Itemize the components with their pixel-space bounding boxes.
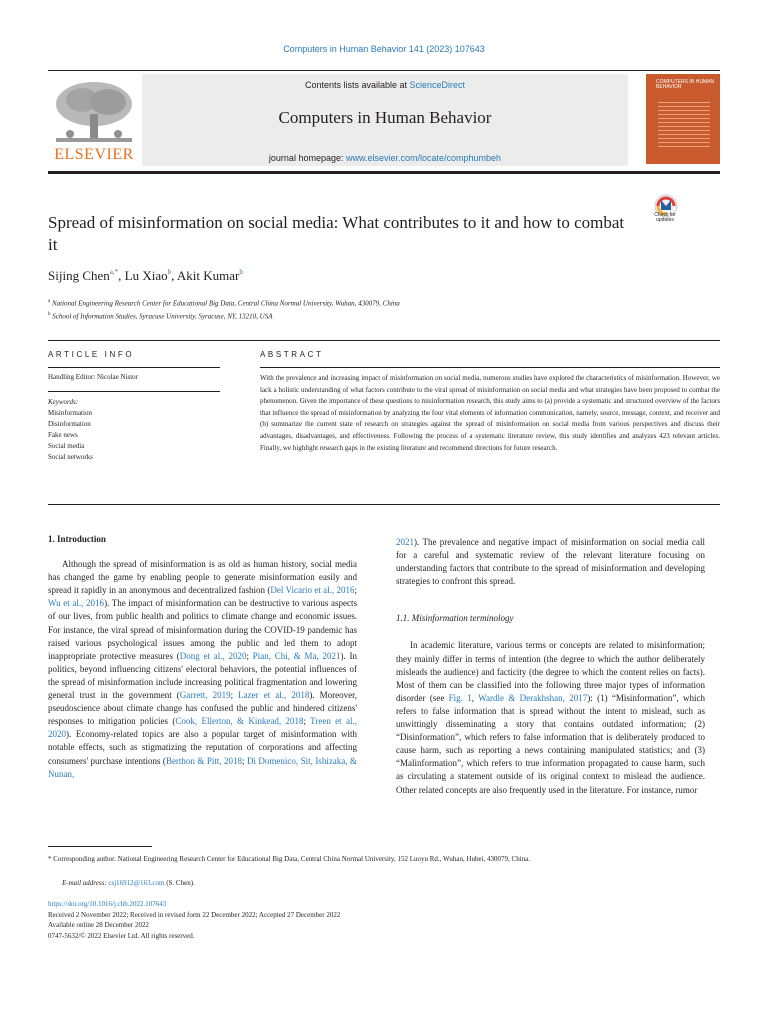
author-list: Sijing Chen$^{a,*}$, Lu Xiao$^b$, Akit Kumar$^b$ bbox=[48, 268, 243, 283]
abstract-divider bbox=[48, 504, 720, 505]
publication-info bbox=[48, 899, 340, 941]
article-info-heading: ARTICLE INFO bbox=[48, 350, 135, 359]
paragraph-text: ). Moreover, pseudoscience about climate change has confused the public and hindered citizens' responses to mitigation policies ( bbox=[48, 690, 357, 727]
author-name: Akit Kumar bbox=[176, 268, 240, 283]
paragraph-text: In academic literature, various terms or concepts are related to misinformation; they mainly differ in terms of intention (the degree to which the author deliberately misleads the audience) and facticity (the degree to which the content relies on facts). Most of them can be classified into the following three major types of information disorder (see bbox=[396, 640, 705, 703]
author-affiliation-marker[interactable]: a,* bbox=[109, 268, 119, 276]
abstract-heading: ABSTRACT bbox=[260, 350, 324, 359]
email-label: E-mail address: bbox=[62, 879, 109, 887]
copyright: 0747-5632/© 2022 Elsevier Ltd. All rights reserved. bbox=[48, 931, 195, 940]
citation-link[interactable]: Berthon & Pitt, 2018 bbox=[165, 755, 243, 766]
journal-title: Computers in Human Behavior bbox=[278, 108, 492, 127]
keywords bbox=[48, 397, 93, 463]
citation-link[interactable]: Cook, Ellerton, & Kinkead, 2018 bbox=[175, 716, 304, 727]
paragraph-text: ; bbox=[246, 650, 253, 661]
body-column-right bbox=[396, 536, 705, 797]
author-name: Lu Xiao bbox=[124, 268, 168, 283]
paragraph-text: ): (1) “Misinformation”, which refers to false information that is spread without the intent to mislead, such as unwittingly disseminating a story that contains outdated information; (2) “Disinformation”, which refers to false information that is deliberately produced to cause harm, such as reporting a news containing manipulated statistics; and (3) “Malinformation”, which refers to true information propagated to cause harm, such as circulating a statement outside of its original context to mislead the audience. Other related concepts are also frequently used in the literature. For instance, rumor bbox=[396, 692, 705, 795]
citation-link[interactable]: Fig. 1 bbox=[448, 692, 472, 703]
paragraph-text: ). The prevalence and negative impact of misinformation on social media call for a careful and systematic review of the relevant literature focusing on understanding factors that contribute to the spread of misinformation and developing strategies to confront this spread. bbox=[396, 537, 705, 587]
citation-link[interactable]: Dong et al., 2020 bbox=[179, 650, 247, 661]
citation-link[interactable]: Di Domenico, Sit, Ishizaka, & Nunan, bbox=[48, 755, 357, 779]
email-suffix: (S. Chen). bbox=[164, 879, 195, 887]
contents-line bbox=[142, 80, 628, 90]
contents-prefix: Contents lists available at bbox=[304, 80, 410, 90]
cover-decoration bbox=[658, 102, 710, 150]
citation-link[interactable]: Wu et al., 2016 bbox=[48, 598, 105, 609]
citation-link[interactable]: Wardle & Derakhshan, 2017 bbox=[478, 692, 588, 703]
citation-link[interactable]: Lazer et al., 2018 bbox=[238, 690, 310, 701]
journal-reference[interactable]: Computers in Human Behavior 141 (2023) 107643 bbox=[283, 44, 485, 54]
email-link[interactable]: csj16912@163.com bbox=[108, 879, 165, 887]
handling-editor-divider bbox=[48, 391, 220, 392]
publisher-logo[interactable] bbox=[48, 74, 140, 166]
info-subdivider bbox=[48, 367, 220, 368]
paragraph bbox=[396, 639, 705, 796]
received-dates: Received 2 November 2022; Received in revised form 22 December 2022; Accepted 27 December 2022 bbox=[48, 910, 341, 919]
paragraph-text: Although the spread of misinformation is as old as human history, social media has changed the game by enabling people to generate misinformation easily and spread it rapidly in an anonymous and decentralized fashion ( bbox=[48, 559, 357, 596]
abstract-subdivider bbox=[260, 367, 720, 368]
keyword: Social networks bbox=[48, 453, 93, 461]
citation-link[interactable]: Pian, Chi, & Ma, 2021 bbox=[252, 650, 341, 661]
article-title: Spread of misinformation on social media: What contributes to it and how to combat it bbox=[48, 213, 625, 254]
check-for-updates-icon[interactable] bbox=[648, 193, 684, 229]
keyword: Disinformation bbox=[48, 420, 91, 428]
info-divider bbox=[48, 340, 720, 341]
cover-title: COMPUTERS IN HUMAN BEHAVIOR bbox=[656, 79, 715, 90]
header-thick-divider bbox=[48, 171, 720, 174]
subsection-heading: 1.1. Misinformation terminology bbox=[396, 613, 514, 624]
elsevier-wordmark: ELSEVIER bbox=[54, 146, 134, 163]
abstract-text: With the prevalence and increasing impact of misinformation on social media, numerous studies have explored the characteristics of misinformation. However, we lack a holistic understanding of what factors contribute to the viral spread of misinformation on social media and what strategies have been proposed to combat the phenomenon. Given the importance of these questions to misinformation research, this study aims to (a) provide a systematic and structured overview of the factors that influence the spread of misinformation by analyzing the four vital elements of information communication, namely, source, message, context, and receiver and (b) summarize the current state of research on strategies against the spread of misinformation on social media from various perspectives and discuss their advantages, disadvantages, and effectiveness. Following the process of a systematic literature review, this study identifies and analyzes 423 relevant articles. Finally, we highlight research gaps in the existing literature and recommend directions for future research. bbox=[260, 374, 720, 452]
header-divider bbox=[48, 70, 720, 71]
citation-link[interactable]: Del Vicario et al., 2016 bbox=[270, 585, 355, 596]
paragraph-text: ). Economy-related topics are also a popular target of misinformation with notable effects, such as stigmatizing the reputation of corporations and affecting consumers' purchase intentions ( bbox=[48, 729, 357, 766]
paragraph-text: ; bbox=[354, 585, 357, 596]
sciencedirect-link[interactable]: ScienceDirect bbox=[409, 80, 466, 90]
paragraph-text: ; bbox=[242, 755, 247, 766]
elsevier-tree-icon bbox=[52, 78, 136, 146]
handling-editor: Handling Editor: Nicolae Nistor bbox=[48, 373, 139, 381]
email-line bbox=[62, 879, 195, 887]
corresponding-author-note: * Corresponding author. National Engineering Research Center for Educational Big Data, Central China Normal University, 152 Luoyu Rd., Wuhan, Hubei, 430079, China. bbox=[48, 855, 531, 863]
footnote-divider bbox=[48, 846, 152, 847]
available-online: Available online 28 December 2022 bbox=[48, 921, 149, 929]
homepage-link[interactable]: www.elsevier.com/locate/comphumbeh bbox=[345, 153, 502, 163]
keyword: Misinformation bbox=[48, 409, 92, 417]
journal-cover-thumbnail[interactable] bbox=[646, 74, 720, 164]
paragraph bbox=[396, 536, 705, 588]
keywords-label: Keywords: bbox=[48, 398, 79, 406]
author-affiliation-marker[interactable]: b bbox=[239, 268, 243, 276]
affiliation: $^a$ National Engineering Research Center for Educational Big Data, Central China Normal University, Wuhan, 430079, China bbox=[48, 299, 400, 308]
paragraph-text: , bbox=[471, 692, 479, 703]
body-column-left bbox=[48, 533, 357, 781]
check-for-updates-label: Check for updates bbox=[654, 212, 676, 223]
keyword: Fake news bbox=[48, 431, 78, 439]
paragraph bbox=[48, 558, 357, 781]
affiliations bbox=[48, 296, 718, 323]
citation-link[interactable]: 2021 bbox=[396, 537, 414, 547]
doi-link[interactable]: https://doi.org/10.1016/j.chb.2022.107643 bbox=[48, 900, 167, 908]
paragraph-text: ). In politics, beyond influencing citizens' electoral behaviors, the potential influences of the spread of misinformation include increasing political fragmentation and lowering general trust in the government ( bbox=[48, 650, 357, 701]
paragraph-text: ). The impact of misinformation can be destructive to various aspects of our lives, from public health and politics to climate change and economic issues. For instance, the viral spread of misinformation during the COVID-19 pandemic has raised various psychological issues among the public and led them to adopt inappropriate protective measures ( bbox=[48, 598, 358, 661]
citation-link[interactable]: Garrett, 2019 bbox=[179, 690, 231, 701]
author-name: Sijing Chen bbox=[48, 268, 110, 283]
citation-link[interactable]: Treen et al., 2020 bbox=[48, 716, 357, 740]
section-heading: 1. Introduction bbox=[48, 534, 106, 544]
homepage-label: journal homepage: bbox=[268, 153, 346, 163]
author-affiliation-marker[interactable]: b bbox=[167, 268, 172, 276]
paragraph-text: ; bbox=[303, 716, 311, 727]
journal-banner bbox=[142, 74, 628, 166]
homepage-line bbox=[142, 153, 628, 163]
affiliation: $^b$ School of Information Studies, Syracuse University, Syracuse, NY, 13210, USA bbox=[48, 312, 273, 321]
keyword: Social media bbox=[48, 442, 85, 450]
paragraph-text: ; bbox=[230, 690, 239, 701]
